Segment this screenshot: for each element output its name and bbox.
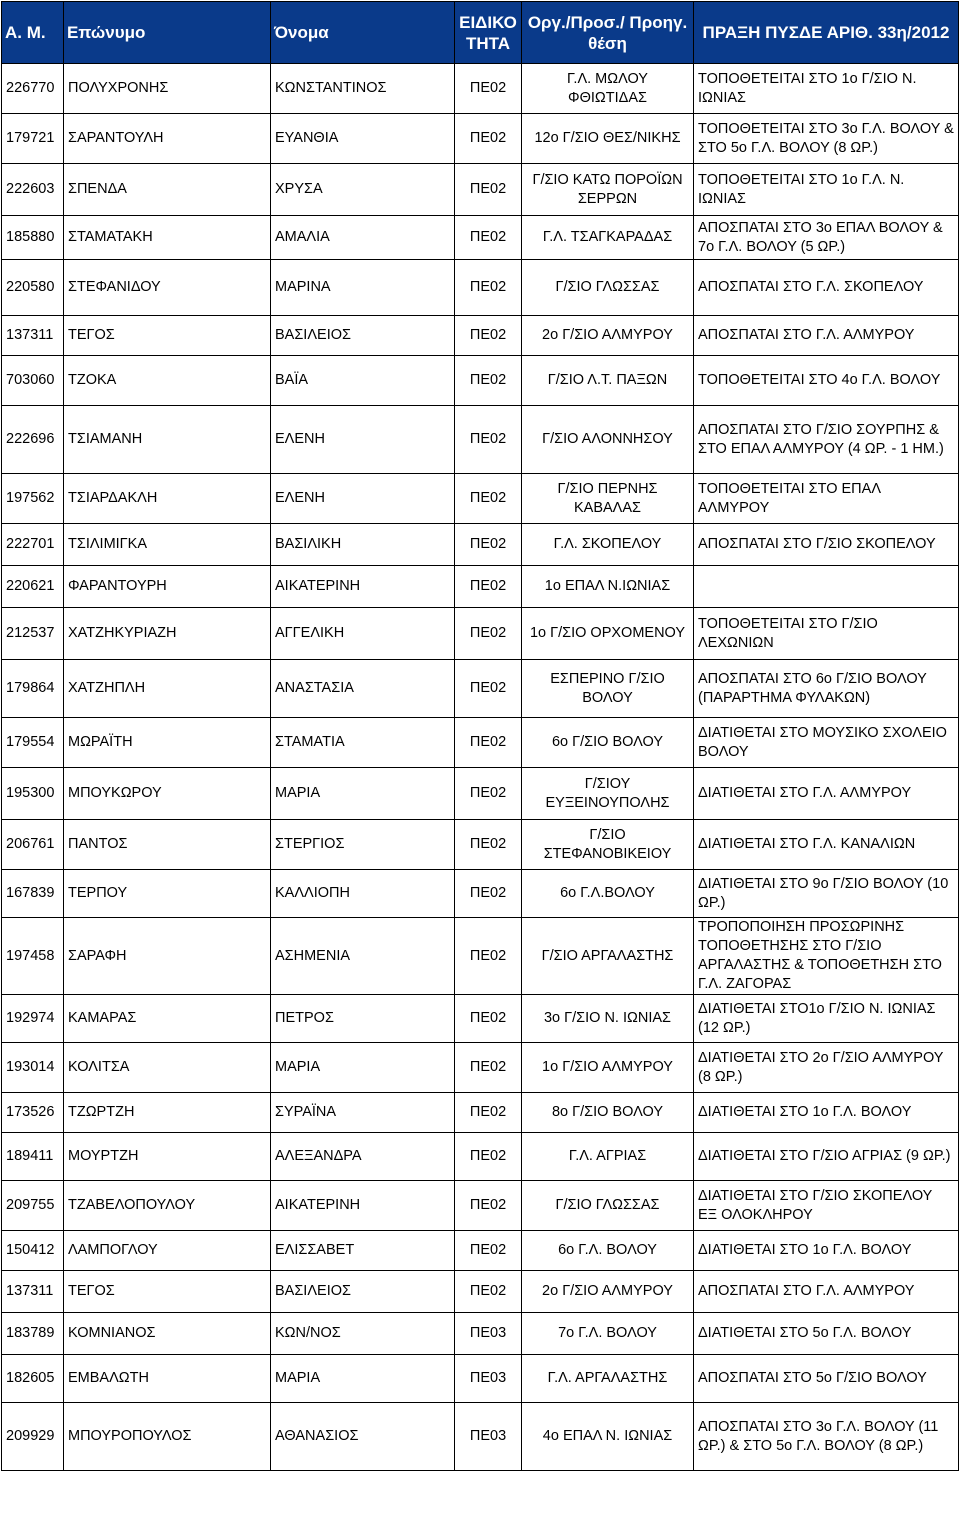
cell-school: Γ/ΣΙΟ ΑΡΓΑΛΑΣΤΗΣ	[522, 918, 694, 995]
cell-surname: ΜΟΥΡΤΖΗ	[64, 1133, 271, 1181]
table-row	[2, 820, 959, 870]
cell-name: ΣΤΕΡΓΙΟΣ	[271, 820, 455, 870]
cell-action: ΑΠΟΣΠΑΤΑΙ ΣΤΟ Γ.Λ. ΣΚΟΠΕΛΟΥ	[694, 260, 959, 316]
cell-action: ΔΙΑΤΙΘΕΤΑΙ ΣΤΟ Γ/ΣΙΟ ΣΚΟΠΕΛΟΥ ΕΞ ΟΛΟΚΛΗΡΟΥ	[694, 1181, 959, 1231]
cell-am: 206761	[2, 820, 64, 870]
cell-action: ΑΠΟΣΠΑΤΑΙ ΣΤΟ Γ.Λ. ΑΛΜΥΡΟΥ	[694, 316, 959, 356]
cell-name: ΜΑΡΙΑ	[271, 1043, 455, 1093]
cell-am: 179864	[2, 660, 64, 718]
cell-am: 150412	[2, 1231, 64, 1271]
cell-am: 137311	[2, 316, 64, 356]
cell-am: 220621	[2, 566, 64, 608]
cell-am: 192974	[2, 995, 64, 1043]
cell-name: ΚΩΝ/ΝΟΣ	[271, 1313, 455, 1355]
cell-surname: ΠΑΝΤΟΣ	[64, 820, 271, 870]
table-row	[2, 1271, 959, 1313]
cell-name: ΑΣΗΜΕΝΙΑ	[271, 918, 455, 995]
cell-specialty: ΠΕ02	[455, 718, 522, 768]
cell-action: ΑΠΟΣΠΑΤΑΙ ΣΤΟ 6ο Γ/ΣΙΟ ΒΟΛΟΥ (ΠΑΡΑΡΤΗΜΑ ΦΥΛΑΚΩΝ)	[694, 660, 959, 718]
table-row	[2, 316, 959, 356]
cell-specialty: ΠΕ02	[455, 164, 522, 216]
cell-surname: ΣΤΑΜΑΤΑΚΗ	[64, 216, 271, 260]
cell-action: ΔΙΑΤΙΘΕΤΑΙ ΣΤΟ 1ο Γ.Λ. ΒΟΛΟΥ	[694, 1231, 959, 1271]
cell-name: ΑΝΑΣΤΑΣΙΑ	[271, 660, 455, 718]
cell-school: Γ.Λ. ΑΡΓΑΛΑΣΤΗΣ	[522, 1355, 694, 1403]
cell-name: ΑΜΑΛΙΑ	[271, 216, 455, 260]
cell-surname: ΤΖΑΒΕΛΟΠΟΥΛΟΥ	[64, 1181, 271, 1231]
cell-am: 167839	[2, 870, 64, 918]
cell-surname: ΜΠΟΥΡΟΠΟΥΛΟΣ	[64, 1403, 271, 1471]
cell-am: 182605	[2, 1355, 64, 1403]
cell-name: ΣΤΑΜΑΤΙΑ	[271, 718, 455, 768]
cell-action: ΔΙΑΤΙΘΕΤΑΙ ΣΤΟ1ο Γ/ΣΙΟ Ν. ΙΩΝΙΑΣ (12 ΩΡ.)	[694, 995, 959, 1043]
table-row	[2, 1355, 959, 1403]
cell-action: ΔΙΑΤΙΘΕΤΑΙ ΣΤΟ 9ο Γ/ΣΙΟ ΒΟΛΟΥ (10 ΩΡ.)	[694, 870, 959, 918]
cell-specialty: ΠΕ02	[455, 524, 522, 566]
table-row	[2, 660, 959, 718]
cell-name: ΑΘΑΝΑΣΙΟΣ	[271, 1403, 455, 1471]
cell-surname: ΦΑΡΑΝΤΟΥΡΗ	[64, 566, 271, 608]
table-row	[2, 1133, 959, 1181]
cell-specialty: ΠΕ03	[455, 1313, 522, 1355]
cell-action: ΤΟΠΟΘΕΤΕΙΤΑΙ ΣΤΟ Γ/ΣΙΟ ΛΕΧΩΝΙΩΝ	[694, 608, 959, 660]
cell-action: ΑΠΟΣΠΑΤΑΙ ΣΤΟ 3ο ΕΠΑΛ ΒΟΛΟΥ & 7ο Γ.Λ. ΒΟΛΟΥ (5 ΩΡ.)	[694, 216, 959, 260]
cell-am: 173526	[2, 1093, 64, 1133]
cell-am: 212537	[2, 608, 64, 660]
cell-surname: ΜΠΟΥΚΩΡΟΥ	[64, 768, 271, 820]
cell-specialty: ΠΕ02	[455, 406, 522, 474]
cell-name: ΣΥΡΑΪΝΑ	[271, 1093, 455, 1133]
cell-surname: ΚΟΜΝΙΑΝΟΣ	[64, 1313, 271, 1355]
cell-school: 6ο Γ.Λ.ΒΟΛΟΥ	[522, 870, 694, 918]
cell-am: 179721	[2, 114, 64, 164]
cell-school: 2ο Γ/ΣΙΟ ΑΛΜΥΡΟΥ	[522, 316, 694, 356]
placement-table	[1, 1, 959, 1471]
cell-specialty: ΠΕ02	[455, 1133, 522, 1181]
cell-school: Γ/ΣΙΟ ΑΛΟΝΝΗΣΟΥ	[522, 406, 694, 474]
cell-school: Γ/ΣΙΟΥ ΕΥΞΕΙΝΟΥΠΟΛΗΣ	[522, 768, 694, 820]
table-row	[2, 356, 959, 406]
cell-am: 197458	[2, 918, 64, 995]
table-row	[2, 260, 959, 316]
cell-specialty: ΠΕ02	[455, 820, 522, 870]
header-act: ΠΡΑΞΗ ΠΥΣΔΕ ΑΡΙΘ. 33η/2012	[694, 2, 959, 64]
cell-name: ΜΑΡΙΑ	[271, 1355, 455, 1403]
cell-name: ΒΑΣΙΛΙΚΗ	[271, 524, 455, 566]
cell-specialty: ΠΕ02	[455, 474, 522, 524]
cell-action: ΔΙΑΤΙΘΕΤΑΙ ΣΤΟ 1ο Γ.Λ. ΒΟΛΟΥ	[694, 1093, 959, 1133]
cell-school: 1ο ΕΠΑΛ Ν.ΙΩΝΙΑΣ	[522, 566, 694, 608]
cell-am: 220580	[2, 260, 64, 316]
cell-am: 222603	[2, 164, 64, 216]
table-row	[2, 524, 959, 566]
cell-school: Γ.Λ. ΜΩΛΟΥ ΦΘΙΩΤΙΔΑΣ	[522, 64, 694, 114]
cell-name: ΒΑΣΙΛΕΙΟΣ	[271, 1271, 455, 1313]
cell-am: 197562	[2, 474, 64, 524]
cell-surname: ΣΑΡΑΦΗ	[64, 918, 271, 995]
cell-am: 185880	[2, 216, 64, 260]
cell-surname: ΚΑΜΑΡΑΣ	[64, 995, 271, 1043]
cell-name: ΑΛΕΞΑΝΔΡΑ	[271, 1133, 455, 1181]
cell-specialty: ΠΕ02	[455, 260, 522, 316]
cell-action: ΑΠΟΣΠΑΤΑΙ ΣΤΟ Γ/ΣΙΟ ΣΚΟΠΕΛΟΥ	[694, 524, 959, 566]
cell-action: ΑΠΟΣΠΑΤΑΙ ΣΤΟ Γ.Λ. ΑΛΜΥΡΟΥ	[694, 1271, 959, 1313]
cell-school: ΕΣΠΕΡΙΝΟ Γ/ΣΙΟ ΒΟΛΟΥ	[522, 660, 694, 718]
cell-am: 179554	[2, 718, 64, 768]
cell-name: ΑΙΚΑΤΕΡΙΝΗ	[271, 566, 455, 608]
cell-specialty: ΠΕ02	[455, 660, 522, 718]
cell-school: 4ο ΕΠΑΛ Ν. ΙΩΝΙΑΣ	[522, 1403, 694, 1471]
cell-surname: ΤΕΡΠΟΥ	[64, 870, 271, 918]
cell-action: ΤΟΠΟΘΕΤΕΙΤΑΙ ΣΤΟ ΕΠΑΛ ΑΛΜΥΡΟΥ	[694, 474, 959, 524]
table-row	[2, 870, 959, 918]
cell-school: Γ/ΣΙΟ ΓΛΩΣΣΑΣ	[522, 260, 694, 316]
cell-surname: ΚΟΛΙΤΣΑ	[64, 1043, 271, 1093]
cell-action: ΔΙΑΤΙΘΕΤΑΙ ΣΤΟ 2ο Γ/ΣΙΟ ΑΛΜΥΡΟΥ (8 ΩΡ.)	[694, 1043, 959, 1093]
cell-specialty: ΠΕ03	[455, 1403, 522, 1471]
cell-action: ΤΟΠΟΘΕΤΕΙΤΑΙ ΣΤΟ 1ο Γ/ΣΙΟ Ν. ΙΩΝΙΑΣ	[694, 64, 959, 114]
cell-name: ΕΛΙΣΣΑΒΕΤ	[271, 1231, 455, 1271]
cell-surname: ΤΣΙΛΙΜΙΓΚΑ	[64, 524, 271, 566]
cell-school: Γ/ΣΙΟ ΠΕΡΝΗΣ ΚΑΒΑΛΑΣ	[522, 474, 694, 524]
cell-name: ΜΑΡΙΝΑ	[271, 260, 455, 316]
cell-specialty: ΠΕ02	[455, 1271, 522, 1313]
cell-school: Γ/ΣΙΟ ΚΑΤΩ ΠΟΡΟΪΩΝ ΣΕΡΡΩΝ	[522, 164, 694, 216]
cell-specialty: ΠΕ02	[455, 566, 522, 608]
table-row	[2, 918, 959, 995]
table-row	[2, 1231, 959, 1271]
table-header-row	[2, 2, 959, 64]
table-row	[2, 608, 959, 660]
cell-name: ΠΕΤΡΟΣ	[271, 995, 455, 1043]
cell-action: ΤΟΠΟΘΕΤΕΙΤΑΙ ΣΤΟ 4ο Γ.Λ. ΒΟΛΟΥ	[694, 356, 959, 406]
cell-surname: ΣΑΡΑΝΤΟΥΛΗ	[64, 114, 271, 164]
table-row	[2, 1403, 959, 1471]
header-name: Όνομα	[271, 2, 455, 64]
cell-name: ΚΩΝΣΤΑΝΤΙΝΟΣ	[271, 64, 455, 114]
cell-school: Γ/ΣΙΟ ΓΛΩΣΣΑΣ	[522, 1181, 694, 1231]
cell-surname: ΠΟΛΥΧΡΟΝΗΣ	[64, 64, 271, 114]
cell-action	[694, 566, 959, 608]
cell-am: 183789	[2, 1313, 64, 1355]
table-row	[2, 216, 959, 260]
header-am: Α. Μ.	[2, 2, 64, 64]
cell-name: ΚΑΛΛΙΟΠΗ	[271, 870, 455, 918]
cell-surname: ΤΕΓΟΣ	[64, 316, 271, 356]
cell-name: ΑΓΓΕΛΙΚΗ	[271, 608, 455, 660]
cell-surname: ΕΜΒΑΛΩΤΗ	[64, 1355, 271, 1403]
cell-school: 8ο Γ/ΣΙΟ ΒΟΛΟΥ	[522, 1093, 694, 1133]
cell-specialty: ΠΕ02	[455, 1043, 522, 1093]
cell-action: ΑΠΟΣΠΑΤΑΙ ΣΤΟ Γ/ΣΙΟ ΣΟΥΡΠΗΣ & ΣΤΟ ΕΠΑΛ ΑΛΜΥΡΟΥ (4 ΩΡ. - 1 ΗΜ.)	[694, 406, 959, 474]
cell-school: Γ/ΣΙΟ ΣΤΕΦΑΝΟΒΙΚΕΙΟΥ	[522, 820, 694, 870]
cell-am: 703060	[2, 356, 64, 406]
header-surname: Επώνυμο	[64, 2, 271, 64]
cell-action: ΑΠΟΣΠΑΤΑΙ ΣΤΟ 5ο Γ/ΣΙΟ ΒΟΛΟΥ	[694, 1355, 959, 1403]
cell-name: ΒΑΣΙΛΕΙΟΣ	[271, 316, 455, 356]
cell-am: 195300	[2, 768, 64, 820]
cell-specialty: ΠΕ02	[455, 316, 522, 356]
cell-specialty: ΠΕ02	[455, 1093, 522, 1133]
cell-specialty: ΠΕ03	[455, 1355, 522, 1403]
cell-name: ΧΡΥΣΑ	[271, 164, 455, 216]
table-body	[2, 64, 959, 1471]
cell-school: Γ.Λ. ΤΣΑΓΚΑΡΑΔΑΣ	[522, 216, 694, 260]
cell-specialty: ΠΕ02	[455, 64, 522, 114]
cell-am: 222696	[2, 406, 64, 474]
cell-action: ΤΟΠΟΘΕΤΕΙΤΑΙ ΣΤΟ 3ο Γ.Λ. ΒΟΛΟΥ & ΣΤΟ 5ο Γ.Λ. ΒΟΛΟΥ (8 ΩΡ.)	[694, 114, 959, 164]
cell-school: 1ο Γ/ΣΙΟ ΑΛΜΥΡΟΥ	[522, 1043, 694, 1093]
cell-surname: ΜΩΡΑΪΤΗ	[64, 718, 271, 768]
cell-name: ΕΛΕΝΗ	[271, 474, 455, 524]
table-row	[2, 1181, 959, 1231]
header-school: Οργ./Προσ./ Προηγ. θέση	[522, 2, 694, 64]
cell-action: ΤΡΟΠΟΠΟΙΗΣΗ ΠΡΟΣΩΡΙΝΗΣ ΤΟΠΟΘΕΤΗΣΗΣ ΣΤΟ Γ/ΣΙΟ ΑΡΓΑΛΑΣΤΗΣ & ΤΟΠΟΘΕΤΗΣΗ ΣΤΟ Γ.Λ. ΖΑΓΟΡΑΣ	[694, 918, 959, 995]
cell-am: 193014	[2, 1043, 64, 1093]
cell-specialty: ΠΕ02	[455, 870, 522, 918]
cell-action: ΤΟΠΟΘΕΤΕΙΤΑΙ ΣΤΟ 1ο Γ.Λ. Ν. ΙΩΝΙΑΣ	[694, 164, 959, 216]
cell-specialty: ΠΕ02	[455, 1181, 522, 1231]
table-row	[2, 1043, 959, 1093]
cell-school: 6ο Γ.Λ. ΒΟΛΟΥ	[522, 1231, 694, 1271]
cell-school: Γ.Λ. ΣΚΟΠΕΛΟΥ	[522, 524, 694, 566]
cell-am: 137311	[2, 1271, 64, 1313]
cell-specialty: ΠΕ02	[455, 608, 522, 660]
table-row	[2, 406, 959, 474]
cell-name: ΑΙΚΑΤΕΡΙΝΗ	[271, 1181, 455, 1231]
cell-name: ΜΑΡΙΑ	[271, 768, 455, 820]
cell-school: Γ.Λ. ΑΓΡΙΑΣ	[522, 1133, 694, 1181]
cell-school: 7ο Γ.Λ. ΒΟΛΟΥ	[522, 1313, 694, 1355]
cell-action: ΔΙΑΤΙΘΕΤΑΙ ΣΤΟ 5ο Γ.Λ. ΒΟΛΟΥ	[694, 1313, 959, 1355]
cell-specialty: ΠΕ02	[455, 768, 522, 820]
cell-specialty: ΠΕ02	[455, 216, 522, 260]
cell-specialty: ΠΕ02	[455, 356, 522, 406]
table-row	[2, 768, 959, 820]
table-row	[2, 1313, 959, 1355]
cell-surname: ΣΤΕΦΑΝΙΔΟΥ	[64, 260, 271, 316]
cell-am: 189411	[2, 1133, 64, 1181]
cell-surname: ΤΣΙΑΜΑΝΗ	[64, 406, 271, 474]
cell-name: ΕΥΑΝΘΙΑ	[271, 114, 455, 164]
cell-school: 1ο Γ/ΣΙΟ ΟΡΧΟΜΕΝΟΥ	[522, 608, 694, 660]
cell-surname: ΤΖΩΡΤΖΗ	[64, 1093, 271, 1133]
cell-specialty: ΠΕ02	[455, 918, 522, 995]
cell-surname: ΛΑΜΠΟΓΛΟΥ	[64, 1231, 271, 1271]
header-specialty: ΕΙΔΙΚΟ ΤΗΤΑ	[455, 2, 522, 64]
cell-surname: ΣΠΕΝΔΑ	[64, 164, 271, 216]
table-row	[2, 718, 959, 768]
cell-action: ΔΙΑΤΙΘΕΤΑΙ ΣΤΟ Γ.Λ. ΚΑΝΑΛΙΩΝ	[694, 820, 959, 870]
table-row	[2, 114, 959, 164]
cell-action: ΑΠΟΣΠΑΤΑΙ ΣΤΟ 3ο Γ.Λ. ΒΟΛΟΥ (11 ΩΡ.) & ΣΤΟ 5ο Γ.Λ. ΒΟΛΟΥ (8 ΩΡ.)	[694, 1403, 959, 1471]
cell-surname: ΧΑΤΖΗΚΥΡΙΑΖΗ	[64, 608, 271, 660]
cell-school: 2ο Γ/ΣΙΟ ΑΛΜΥΡΟΥ	[522, 1271, 694, 1313]
cell-am: 209929	[2, 1403, 64, 1471]
cell-action: ΔΙΑΤΙΘΕΤΑΙ ΣΤΟ ΜΟΥΣΙΚΟ ΣΧΟΛΕΙΟ ΒΟΛΟΥ	[694, 718, 959, 768]
cell-surname: ΤΖΟΚΑ	[64, 356, 271, 406]
cell-am: 226770	[2, 64, 64, 114]
table-row	[2, 566, 959, 608]
cell-specialty: ΠΕ02	[455, 114, 522, 164]
cell-name: ΒΑΪΑ	[271, 356, 455, 406]
cell-school: Γ/ΣΙΟ Λ.Τ. ΠΑΞΩΝ	[522, 356, 694, 406]
cell-surname: ΤΣΙΑΡΔΑΚΛΗ	[64, 474, 271, 524]
cell-specialty: ΠΕ02	[455, 995, 522, 1043]
table-row	[2, 164, 959, 216]
table-row	[2, 995, 959, 1043]
cell-am: 209755	[2, 1181, 64, 1231]
cell-name: ΕΛΕΝΗ	[271, 406, 455, 474]
cell-specialty: ΠΕ02	[455, 1231, 522, 1271]
cell-action: ΔΙΑΤΙΘΕΤΑΙ ΣΤΟ Γ/ΣΙΟ ΑΓΡΙΑΣ (9 ΩΡ.)	[694, 1133, 959, 1181]
cell-school: 12ο Γ/ΣΙΟ ΘΕΣ/ΝΙΚΗΣ	[522, 114, 694, 164]
table-row	[2, 64, 959, 114]
table-row	[2, 1093, 959, 1133]
cell-action: ΔΙΑΤΙΘΕΤΑΙ ΣΤΟ Γ.Λ. ΑΛΜΥΡΟΥ	[694, 768, 959, 820]
cell-am: 222701	[2, 524, 64, 566]
table-row	[2, 474, 959, 524]
cell-surname: ΧΑΤΖΗΠΛΗ	[64, 660, 271, 718]
cell-surname: ΤΕΓΟΣ	[64, 1271, 271, 1313]
cell-school: 3ο Γ/ΣΙΟ Ν. ΙΩΝΙΑΣ	[522, 995, 694, 1043]
cell-school: 6ο Γ/ΣΙΟ ΒΟΛΟΥ	[522, 718, 694, 768]
